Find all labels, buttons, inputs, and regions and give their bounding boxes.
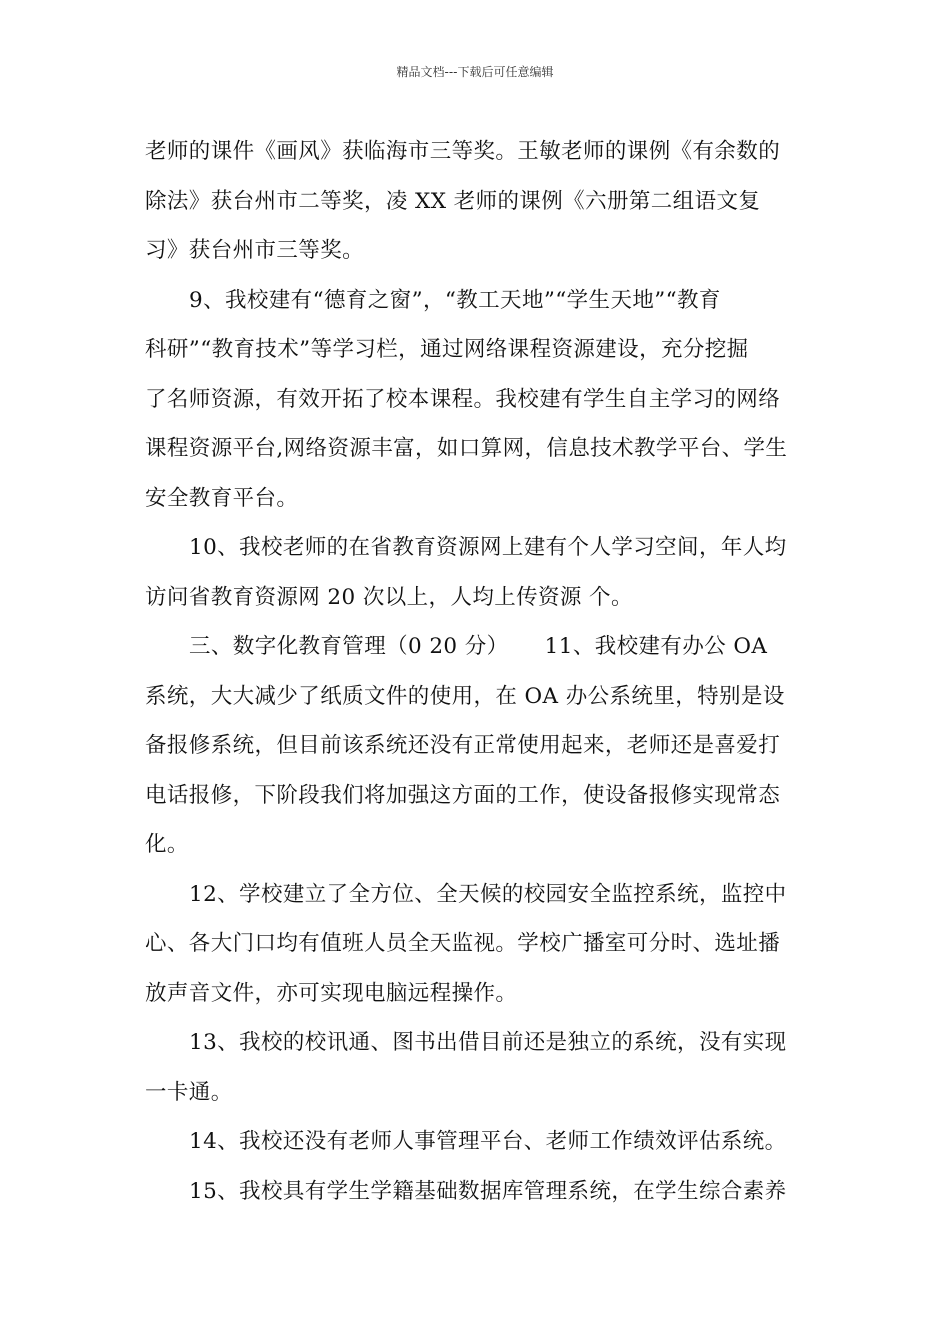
text-line: 老师的课件《画风》获临海市三等奖。王敏老师的课例《有余数的 [145, 139, 781, 164]
text-line: 电话报修，下阶段我们将加强这方面的工作，使设备报修实现常态 [145, 782, 781, 808]
page-header: 精品文档---下载后可任意编辑 [396, 65, 554, 79]
text-line: 了名师资源，有效开拓了校本课程。我校建有学生自主学习的网络 [145, 386, 781, 412]
paragraph-item-9 [145, 276, 809, 524]
text-line: 除法》获台州市二等奖，凌 XX 老师的课例《六册第二组语文复 [145, 188, 761, 214]
paragraph-section-3-item-11 [145, 622, 809, 870]
text-line: 放声音文件，亦可实现电脑远程操作。 [145, 980, 518, 1006]
paragraph-item-15 [145, 1167, 809, 1217]
paragraph-item-10 [145, 523, 809, 622]
text-line: 12、学校建立了全方位、全天候的校园安全监控系统，监控中 [189, 881, 787, 907]
text-line: 访问省教育资源网 20 次以上，人均上传资源 个。 [145, 584, 633, 610]
paragraph-awards-continued [145, 127, 809, 276]
text-line: 14、我校还没有老师人事管理平台、老师工作绩效评估系统。 [189, 1129, 787, 1154]
paragraph-item-13 [145, 1018, 809, 1117]
text-line: 10、我校老师的在省教育资源网上建有个人学习空间，年人均 [189, 535, 787, 560]
text-line: 9、我校建有“德育之窗”，“教工天地”“学生天地”“教育 [189, 287, 721, 313]
text-line: 系统，大大减少了纸质文件的使用，在 OA 办公系统里，特别是设 [145, 683, 785, 709]
document-body [145, 127, 809, 1216]
text-line: 一卡通。 [145, 1079, 233, 1105]
text-line: 三、数字化教育管理（0 20 分） 11、我校建有办公 OA [189, 634, 768, 659]
text-line: 习》获台州市三等奖。 [145, 238, 365, 263]
paragraph-item-14 [145, 1117, 809, 1167]
text-line: 备报修系统，但目前该系统还没有正常使用起来，老师还是喜爱打 [145, 733, 781, 758]
paragraph-item-12 [145, 870, 809, 1019]
text-line: 心、各大门口均有值班人员全天监视。学校广播室可分时、选址播 [145, 931, 781, 956]
text-line: 科研”“教育技术”等学习栏，通过网络课程资源建设，充分挖掘 [145, 337, 749, 362]
text-line: 13、我校的校讯通、图书出借目前还是独立的系统，没有实现 [189, 1030, 787, 1055]
text-line: 课程资源平台,网络资源丰富，如口算网，信息技术教学平台、学生 [145, 436, 788, 461]
text-line: 化。 [145, 832, 189, 857]
text-line: 15、我校具有学生学籍基础数据库管理系统，在学生综合素养 [189, 1178, 787, 1204]
text-line: 安全教育平台。 [145, 485, 299, 511]
